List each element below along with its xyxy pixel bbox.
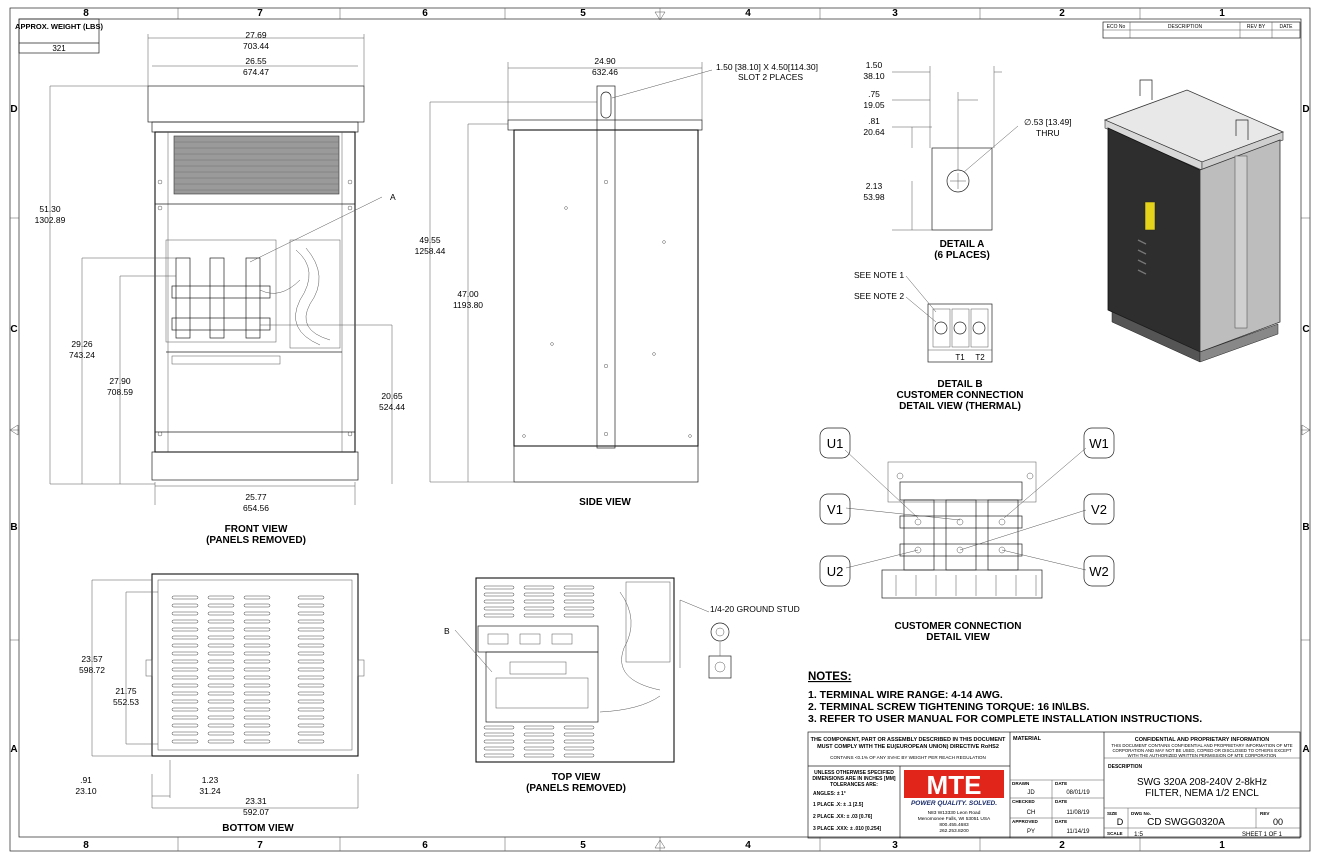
front-dim-width-mm: 703.44 xyxy=(243,41,269,51)
vent-slot xyxy=(208,668,234,671)
detail-a-title: DETAIL A xyxy=(939,239,985,250)
vent-slot xyxy=(244,684,270,687)
detail-a-dim-150-mm: 38.10 xyxy=(863,71,885,81)
vent-slot xyxy=(208,684,234,687)
front-dim-height-in: 51.30 xyxy=(39,204,61,214)
vent-slot xyxy=(244,596,270,599)
tb-size: D xyxy=(1116,817,1124,827)
col-label-6: 6 xyxy=(422,8,428,19)
vent-slot xyxy=(244,612,270,615)
tb-tol-2: DIMENSIONS ARE IN INCHES [MM] xyxy=(812,776,896,782)
side-dim-4955-mm: 1258.44 xyxy=(414,246,446,256)
vent-slot xyxy=(172,700,198,703)
vent-slot xyxy=(208,644,234,647)
detail-a-hole: ∅.53 [13.49] xyxy=(1024,117,1072,127)
vent-slot xyxy=(208,628,234,631)
vent-slot xyxy=(298,684,324,687)
detail-a-dim-075-mm: 19.05 xyxy=(863,100,885,110)
vent-slot xyxy=(298,716,324,719)
vent-slot xyxy=(172,668,198,671)
tb-approved-by: PY xyxy=(1026,829,1036,835)
front-view-title: FRONT VIEW xyxy=(224,524,288,535)
vent-slot xyxy=(524,586,554,589)
vent-slot xyxy=(244,676,270,679)
vent-slot xyxy=(244,740,270,743)
row-label-a: A xyxy=(10,744,18,755)
weight-value: 321 xyxy=(52,44,66,53)
enclosure-isometric xyxy=(1105,80,1283,362)
col-label-7-bottom: 7 xyxy=(257,840,263,851)
vent-slot xyxy=(244,716,270,719)
row-label-c: C xyxy=(10,324,18,335)
col-label-3-bottom: 3 xyxy=(892,840,898,851)
front-dim-2577-mm: 654.56 xyxy=(243,503,269,513)
bottom-dim-2175-in: 21.75 xyxy=(115,686,137,696)
detail-b-title-2: CUSTOMER CONNECTION xyxy=(896,390,1024,401)
tb-conf-3: WITH THE AUTHORIZED WRITTEN PERMISSION OF MTE CORPORATION xyxy=(1127,753,1277,758)
side-view-title: SIDE VIEW xyxy=(579,497,631,508)
vent-slot xyxy=(298,620,324,623)
mte-logo-text: MTE xyxy=(926,770,982,800)
bottom-dim-123-mm: 31.24 xyxy=(199,786,221,796)
vent-slot xyxy=(564,586,594,589)
tb-checked-label: CHECKED xyxy=(1012,799,1035,804)
side-view xyxy=(415,56,818,508)
row-label-b-right: B xyxy=(1302,522,1310,533)
vent-slot xyxy=(564,726,594,729)
rev-header-desc: DESCRIPTION xyxy=(1167,24,1203,30)
bottom-dim-2331-in: 23.31 xyxy=(245,796,267,806)
vent-slot xyxy=(484,726,514,729)
vent-slot xyxy=(172,596,198,599)
bottom-dim-123-in: 1.23 xyxy=(201,775,219,785)
vent-slot xyxy=(208,732,234,735)
col-label-4-bottom: 4 xyxy=(745,840,751,851)
vent-slot xyxy=(208,636,234,639)
row-label-d-right: D xyxy=(1302,104,1310,115)
tb-place-2: 2 PLACE .XX: ± .03 [0.76] xyxy=(813,814,873,820)
note-1: 1. TERMINAL WIRE RANGE: 4-14 AWG. xyxy=(808,689,1003,701)
vent-slot xyxy=(244,652,270,655)
vent-slot xyxy=(298,660,324,663)
tb-drawn-by: JD xyxy=(1027,790,1035,796)
vent-slot xyxy=(298,604,324,607)
bottom-dim-2331-mm: 592.07 xyxy=(243,807,269,817)
vent-slot xyxy=(298,628,324,631)
front-dim-2926-in: 29.26 xyxy=(71,339,93,349)
vent-slot xyxy=(172,604,198,607)
vent-slot xyxy=(298,740,324,743)
front-dim-2065-in: 20.65 xyxy=(381,391,403,401)
weight-title: APPROX. WEIGHT (LBS) xyxy=(15,22,103,31)
rev-header-revby: REV BY xyxy=(1246,24,1266,30)
title-block xyxy=(808,732,1300,838)
vent-slot xyxy=(484,593,514,596)
col-label-8: 8 xyxy=(83,8,89,19)
vent-slot xyxy=(208,692,234,695)
vent-slot xyxy=(208,700,234,703)
vent-slot xyxy=(172,660,198,663)
tb-drawn-label: DRAWN xyxy=(1012,781,1030,786)
col-label-2: 2 xyxy=(1059,8,1065,19)
tb-checked-date: 11/08/19 xyxy=(1066,810,1090,816)
tb-rev-label: REV xyxy=(1260,811,1270,816)
front-dim-width-in: 27.69 xyxy=(245,30,267,40)
tb-address-1: N83 W13330 Leon Road xyxy=(927,811,981,816)
vent-slot xyxy=(244,668,270,671)
vent-slot xyxy=(208,604,234,607)
vent-slot xyxy=(484,740,514,743)
side-dim-4700-mm: 1193.80 xyxy=(452,300,484,310)
tb-size-label: SIZE xyxy=(1107,811,1118,816)
vent-slot xyxy=(484,607,514,610)
vent-slot xyxy=(298,644,324,647)
vent-slot xyxy=(208,724,234,727)
front-dim-2790-in: 27.90 xyxy=(109,376,131,386)
conn-label-v1: V1 xyxy=(827,502,843,517)
vent-slot xyxy=(298,612,324,615)
vent-slot xyxy=(484,733,514,736)
top-view xyxy=(444,578,800,794)
vent-slot xyxy=(172,628,198,631)
vent-slot xyxy=(484,586,514,589)
vent-slot xyxy=(172,684,198,687)
vent-slot xyxy=(208,620,234,623)
vent-slot xyxy=(244,732,270,735)
tb-checked-date-label: DATE xyxy=(1055,799,1068,804)
vent-slot xyxy=(298,724,324,727)
tb-conf-title: CONFIDENTIAL AND PROPRIETARY INFORMATION xyxy=(1134,737,1270,743)
vent-slot xyxy=(244,644,270,647)
vent-slot xyxy=(524,740,554,743)
front-dim-height-mm: 1302.89 xyxy=(34,215,66,225)
col-label-8-bottom: 8 xyxy=(83,840,89,851)
conn-label-w2: W2 xyxy=(1089,564,1109,579)
side-dim-4955-in: 49.55 xyxy=(419,235,441,245)
rev-header-date: DATE xyxy=(1279,24,1293,30)
vent-slot xyxy=(172,708,198,711)
vent-slot xyxy=(172,716,198,719)
vent-slot xyxy=(524,733,554,736)
vent-slot xyxy=(564,740,594,743)
vent-slot xyxy=(208,716,234,719)
vent-slot xyxy=(298,700,324,703)
conn-title-1: CUSTOMER CONNECTION xyxy=(894,621,1022,632)
tb-approved-label: APPROVED xyxy=(1012,819,1038,824)
vent-slot xyxy=(564,593,594,596)
detail-a-dim-081-in: .81 xyxy=(868,116,880,126)
vent-slot xyxy=(484,747,514,750)
tb-desc-1: SWG 320A 208-240V 2-8kHz xyxy=(1136,777,1268,788)
tb-drawn-date-label: DATE xyxy=(1055,781,1068,786)
tb-reach: CONTAINS <0.1% OF ANY SVHC BY WEIGHT PER REACH REGULATION xyxy=(830,755,986,760)
vent-slot xyxy=(298,596,324,599)
mte-logo xyxy=(904,770,1004,800)
front-dim-2065-mm: 524.44 xyxy=(379,402,405,412)
vent-slot xyxy=(172,692,198,695)
detail-a-dim-081-mm: 20.64 xyxy=(863,127,885,137)
vent-slot xyxy=(244,708,270,711)
col-label-7: 7 xyxy=(257,8,263,19)
vent-slot xyxy=(564,614,594,617)
vent-slot xyxy=(484,614,514,617)
side-dim-width-mm: 632.46 xyxy=(592,67,618,77)
note-3: 3. REFER TO USER MANUAL FOR COMPLETE INSTALLATION INSTRUCTIONS. xyxy=(808,713,1203,725)
vent-slot xyxy=(244,604,270,607)
row-label-a-right: A xyxy=(1302,744,1310,755)
side-slot-note-2: SLOT 2 PLACES xyxy=(738,72,804,82)
vent-slot xyxy=(208,660,234,663)
tb-address-2: Menomonee Falls, WI 53051 USA xyxy=(917,817,991,822)
col-label-2-bottom: 2 xyxy=(1059,840,1065,851)
front-dim-2577-in: 25.77 xyxy=(245,492,267,502)
tb-material-label: MATERIAL xyxy=(1013,736,1042,742)
tb-rohs-2: MUST COMPLY WITH THE EU(EUROPEAN UNION) DIRECTIVE RoHS2 xyxy=(817,744,999,750)
col-label-5-bottom: 5 xyxy=(580,840,586,851)
conn-label-w1: W1 xyxy=(1089,436,1109,451)
vent-slot xyxy=(208,708,234,711)
customer-connection xyxy=(820,428,1114,643)
tb-drawn-date: 08/01/19 xyxy=(1066,790,1090,796)
tb-approved-date-label: DATE xyxy=(1055,819,1068,824)
detail-a-dim-213-in: 2.13 xyxy=(865,181,883,191)
vent-slot xyxy=(172,620,198,623)
tb-scale: 1:5 xyxy=(1134,831,1144,838)
vent-slot xyxy=(172,612,198,615)
col-label-3: 3 xyxy=(892,8,898,19)
tb-tol-1: UNLESS OTHERWISE SPECIFIED xyxy=(814,770,894,776)
side-dim-width-in: 24.90 xyxy=(594,56,616,66)
detail-a-dim-150-in: 1.50 xyxy=(865,60,883,70)
vent-slot xyxy=(524,607,554,610)
bottom-view xyxy=(75,574,364,834)
row-label-b: B xyxy=(10,522,18,533)
detail-b-terminal-t1: T1 xyxy=(955,353,965,362)
conn-label-u2: U2 xyxy=(826,564,844,579)
side-dim-4700-in: 47.00 xyxy=(457,289,479,299)
col-label-1: 1 xyxy=(1219,8,1225,19)
col-label-4: 4 xyxy=(745,8,751,19)
tb-dwg: CD SWGG0320A xyxy=(1147,817,1225,828)
notes-title: NOTES: xyxy=(808,671,852,683)
vent-slot xyxy=(298,732,324,735)
vent-slot xyxy=(564,600,594,603)
note-2: 2. TERMINAL SCREW TIGHTENING TORQUE: 16 IN\LBS. xyxy=(808,701,1090,713)
detail-a-hole-note: THRU xyxy=(1036,128,1060,138)
tb-place-3: 3 PLACE .XXX: ± .010 [0.254] xyxy=(813,826,882,832)
front-view xyxy=(35,30,406,546)
vent-slot xyxy=(564,754,594,757)
detail-b-title-1: DETAIL B xyxy=(937,379,983,390)
col-label-5: 5 xyxy=(580,8,586,19)
vent-slot xyxy=(298,708,324,711)
front-dim-2926-mm: 743.24 xyxy=(69,350,95,360)
row-label-d: D xyxy=(10,104,18,115)
rev-header-eco: ECO No xyxy=(1106,24,1126,30)
tb-tol-3: TOLERANCES ARE: xyxy=(830,782,878,788)
tb-address-4: 262.253.8200 xyxy=(939,829,969,834)
detail-b-note-1: SEE NOTE 1 xyxy=(854,270,905,280)
tb-sheet: SHEET 1 OF 1 xyxy=(1242,832,1282,838)
vent-slot xyxy=(484,754,514,757)
detail-a-subtitle: (6 PLACES) xyxy=(934,250,990,261)
vent-slot xyxy=(298,636,324,639)
vent-slot xyxy=(208,676,234,679)
vent-slot xyxy=(564,607,594,610)
vent-slot xyxy=(208,652,234,655)
tb-address-3: 800.455.4683 xyxy=(939,823,969,828)
vent-slot xyxy=(524,754,554,757)
vent-slot xyxy=(564,733,594,736)
front-view-subtitle: (PANELS REMOVED) xyxy=(206,535,306,546)
bottom-dim-2357-in: 23.57 xyxy=(81,654,103,664)
vent-slot xyxy=(244,660,270,663)
bottom-dim-2357-mm: 598.72 xyxy=(79,665,105,675)
front-dim-body-in: 26.55 xyxy=(245,56,267,66)
vent-slot xyxy=(244,692,270,695)
tb-desc-2: FILTER, NEMA 1/2 ENCL xyxy=(1145,788,1259,799)
tb-rev: 00 xyxy=(1272,817,1284,827)
vent-slot xyxy=(524,614,554,617)
vent-slot xyxy=(172,724,198,727)
conn-title-2: DETAIL VIEW xyxy=(926,632,990,643)
mte-tagline: POWER QUALITY. SOLVED. xyxy=(910,800,998,807)
vent-slot xyxy=(172,732,198,735)
tb-rohs-1: THE COMPONENT, PART OR ASSEMBLY DESCRIBED IN THIS DOCUMENT xyxy=(810,737,1006,743)
tb-conf-1: THIS DOCUMENT CONTAINS CONFIDENTIAL AND PROPRIETARY INFORMATION OF MTE xyxy=(1111,743,1293,748)
conn-label-u1: U1 xyxy=(826,436,844,451)
vent-slot xyxy=(244,636,270,639)
vent-slot xyxy=(524,726,554,729)
detail-a-dim-213-mm: 53.98 xyxy=(863,192,885,202)
vent-slot xyxy=(244,628,270,631)
vent-slot xyxy=(172,676,198,679)
tb-angles: ANGLES: ± 1° xyxy=(813,791,846,797)
top-callout-b: B xyxy=(444,626,450,636)
vent-slot xyxy=(244,700,270,703)
vent-slot xyxy=(208,596,234,599)
bottom-dim-091-in: .91 xyxy=(80,775,92,785)
tb-conf-2: CORPORATION AND MAY NOT BE USED, COPIED OR DISCLOSED TO OTHERS EXCEPT xyxy=(1112,748,1292,753)
tb-place-1: 1 PLACE .X: ± .1 [2.5] xyxy=(813,802,864,808)
side-slot-note-1: 1.50 [38.10] X 4.50[114.30] xyxy=(716,62,818,72)
top-ground-stud: 1/4-20 GROUND STUD xyxy=(710,604,800,614)
tb-dwg-label: DWG No. xyxy=(1131,811,1151,816)
detail-b-terminal-t2: T2 xyxy=(975,353,985,362)
vent-slot xyxy=(172,652,198,655)
vent-slot xyxy=(298,692,324,695)
front-dim-2790-mm: 708.59 xyxy=(107,387,133,397)
tb-scale-label: SCALE xyxy=(1107,831,1123,836)
bottom-dim-2175-mm: 552.53 xyxy=(113,697,139,707)
front-dim-body-mm: 674.47 xyxy=(243,67,269,77)
vent-slot xyxy=(524,593,554,596)
vent-slot xyxy=(524,747,554,750)
top-view-subtitle: (PANELS REMOVED) xyxy=(526,783,626,794)
vent-slot xyxy=(208,612,234,615)
col-label-1-bottom: 1 xyxy=(1219,840,1225,851)
detail-b xyxy=(854,270,1024,412)
conn-label-v2: V2 xyxy=(1091,502,1107,517)
vent-slot xyxy=(172,644,198,647)
weight-box xyxy=(15,19,103,53)
col-label-6-bottom: 6 xyxy=(422,840,428,851)
tb-desc-label: DESCRIPTION xyxy=(1108,764,1143,770)
vent-slot xyxy=(172,636,198,639)
vent-slot xyxy=(208,740,234,743)
bottom-view-title: BOTTOM VIEW xyxy=(222,823,294,834)
vent-slot xyxy=(244,724,270,727)
revision-block xyxy=(1103,22,1300,38)
vent-slot xyxy=(298,668,324,671)
tb-approved-date: 11/14/19 xyxy=(1066,829,1090,835)
detail-a-dim-075-in: .75 xyxy=(868,89,880,99)
vent-slot xyxy=(244,620,270,623)
tb-checked-by: CH xyxy=(1026,810,1036,816)
detail-b-title-3: DETAIL VIEW (THERMAL) xyxy=(899,401,1021,412)
notes xyxy=(808,671,1202,725)
vent-slot xyxy=(298,676,324,679)
detail-b-note-2: SEE NOTE 2 xyxy=(854,291,905,301)
row-label-c-right: C xyxy=(1302,324,1310,335)
vent-slot xyxy=(172,740,198,743)
vent-slot xyxy=(524,600,554,603)
vent-slot xyxy=(298,652,324,655)
bottom-dim-091-mm: 23.10 xyxy=(75,786,97,796)
vent-slot xyxy=(564,747,594,750)
top-view-title: TOP VIEW xyxy=(551,772,601,783)
vent-slot xyxy=(484,600,514,603)
front-callout-a: A xyxy=(390,192,396,202)
detail-a xyxy=(863,60,1071,261)
